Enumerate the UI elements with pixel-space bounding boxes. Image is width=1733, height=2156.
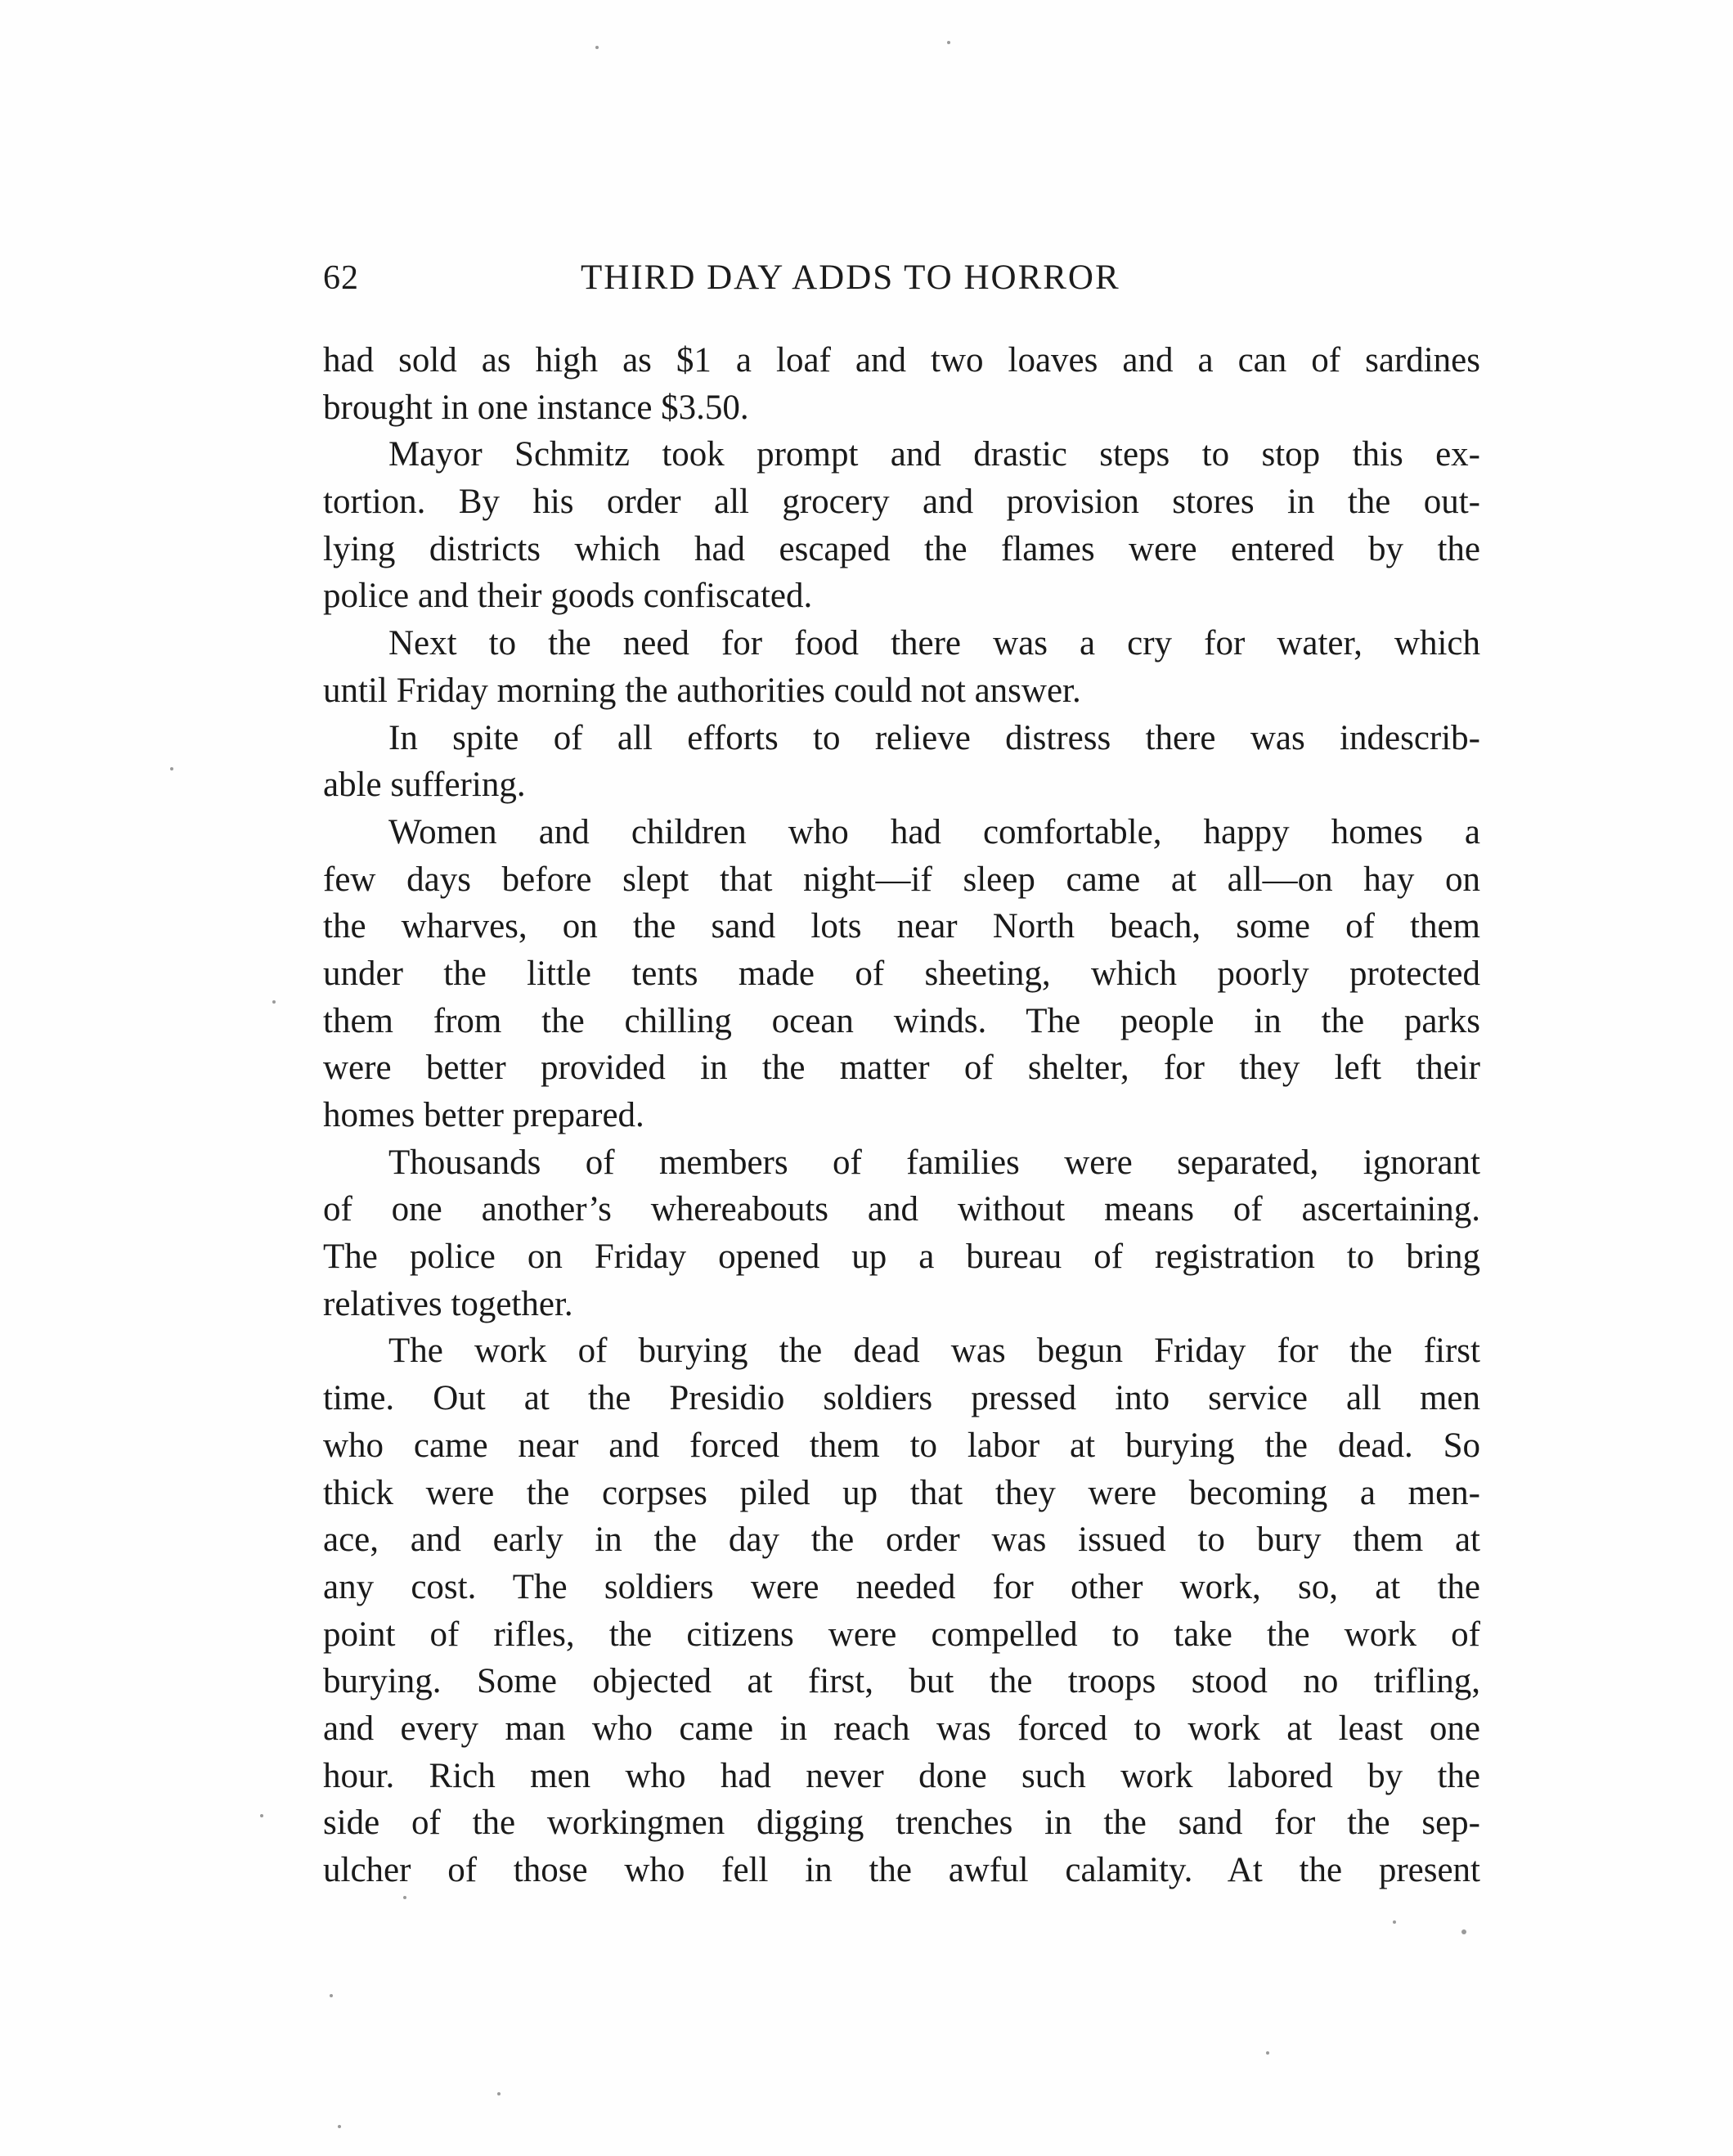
text-line: them from the chilling ocean winds. The people in the parks xyxy=(323,1001,1480,1040)
text-line: had sold as high as $1 a loaf and two loaves and a can of sardines xyxy=(323,341,1480,380)
text-line: relatives together. xyxy=(323,1284,573,1323)
text-line: lying districts which had escaped the flames were entered by the xyxy=(323,529,1480,568)
text-line: The police on Friday opened up a bureau of registration to bring xyxy=(323,1237,1480,1277)
text-line: burying. Some objected at first, but the troops stood no trifling, xyxy=(323,1662,1480,1701)
text-line: side of the workingmen digging trenches in the sand for the sep- xyxy=(323,1803,1480,1843)
text-line: tortion. By his order all grocery and provision stores in the out- xyxy=(323,483,1480,522)
running-title: THIRD DAY ADDS TO HORROR xyxy=(581,258,1120,297)
text-line: hour. Rich men who had never done such work labored by the xyxy=(323,1756,1480,1795)
text-line: Thousands of members of families were separated, ignorant xyxy=(388,1143,1480,1182)
text-line: who came near and forced them to labor at burying the dead. So xyxy=(323,1426,1480,1465)
text-line: few days before slept that night—if sleep came at all—on hay on xyxy=(323,860,1480,899)
text-line: brought in one instance $3.50. xyxy=(323,388,749,427)
text-line: the wharves, on the sand lots near North beach, some of them xyxy=(323,907,1480,946)
text-line: point of rifles, the citizens were compelled to take the work of xyxy=(323,1615,1480,1654)
page-number: 62 xyxy=(323,259,359,297)
text-line: until Friday morning the authorities could not answer. xyxy=(323,671,1081,710)
text-line: were better provided in the matter of shelter, for they left their xyxy=(323,1049,1480,1088)
text-line: of one another’s whereabouts and without means of ascertaining. xyxy=(323,1190,1480,1229)
text-line: able suffering. xyxy=(323,766,526,805)
text-line: thick were the corpses piled up that they were becoming a men- xyxy=(323,1473,1480,1512)
text-line: Women and children who had comfortable, happy homes a xyxy=(388,812,1480,851)
text-line: ulcher of those who fell in the awful calamity. At the present xyxy=(323,1851,1480,1889)
text-line: ace, and early in the day the order was issued to bury them at xyxy=(323,1520,1480,1560)
text-line: police and their goods confiscated. xyxy=(323,577,813,616)
page-header xyxy=(323,249,1480,307)
text-line: under the little tents made of sheeting, which poorly protected xyxy=(323,954,1480,993)
text-line: and every man who came in reach was forced to work at least one xyxy=(323,1709,1480,1748)
text-line: In spite of all efforts to relieve distress there was indescrib- xyxy=(388,718,1480,757)
text-line: Mayor Schmitz took prompt and drastic steps to stop this ex- xyxy=(388,435,1480,474)
text-line: any cost. The soldiers were needed for other work, so, at the xyxy=(323,1567,1480,1606)
text-line: The work of burying the dead was begun Friday for the first xyxy=(388,1332,1480,1371)
body-text xyxy=(323,337,1480,1894)
text-line: time. Out at the Presidio soldiers pressed into service all men xyxy=(323,1379,1480,1418)
text-line: Next to the need for food there was a cry for water, which xyxy=(388,624,1480,663)
text-line: homes better prepared. xyxy=(323,1096,644,1134)
